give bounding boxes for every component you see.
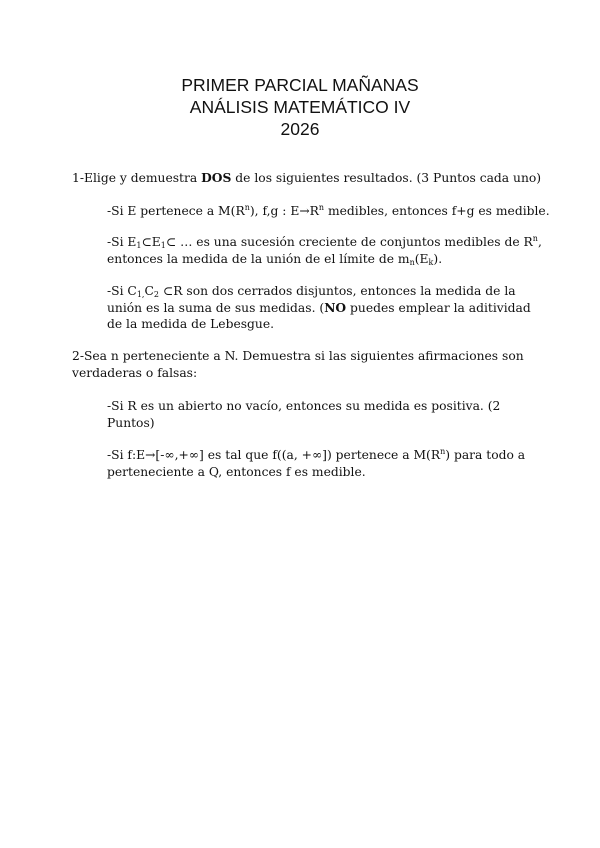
item-2-line-2: entonces la medida de la unión de el límite de $m_n(E_k)$. bbox=[107, 251, 443, 267]
item-5-line-1: -Si f:E→[-∞,+∞] es tal que f((a, +∞]) pertenece a $M(R^n)$ para todo a bbox=[107, 447, 526, 462]
emphasis-dos: DOS bbox=[201, 170, 232, 185]
item-5-line-2: perteneciente a Q, entonces f es medible. bbox=[107, 464, 366, 479]
question-1-statement: 1-Elige y demuestra DOS de los siguientes resultados. (3 Puntos cada uno) bbox=[72, 170, 542, 185]
item-3-line-2: unión es la suma de sus medidas. (NO puedes emplear la aditividad bbox=[107, 299, 531, 315]
item-2-line-1: -Si $E_1\subset E_1\subset$ … es una sucesión creciente de conjuntos medibles de $R^n$, bbox=[107, 234, 542, 250]
item-3-line-1: -Si $C_{1,}C_2$ ⊂R son dos cerrados disjuntos, entonces la medida de la bbox=[107, 284, 516, 299]
exam-title: PRIMER PARCIAL MAÑANAS bbox=[181, 75, 419, 95]
item-3-line-3: de la medida de Lebesgue. bbox=[107, 317, 275, 331]
question-2-item-2 bbox=[107, 447, 552, 480]
question-1-item-2 bbox=[107, 234, 552, 267]
exam-header bbox=[0, 74, 600, 140]
course-name: ANÁLISIS MATEMÁTICO IV bbox=[189, 97, 411, 117]
question-2-statement: 2-Sea n perteneciente a N. Demuestra si las siguientes afirmaciones son verdaderas o falsas: bbox=[72, 349, 524, 380]
exam-year: 2026 bbox=[280, 119, 320, 139]
question-1-item-1: -Si E pertenece a $M(R^n)$, f,g : $E\to R^n$ medibles, entonces f+g es medible. bbox=[107, 203, 550, 218]
question-1-item-3 bbox=[107, 283, 552, 333]
emphasis-no: NO bbox=[324, 299, 347, 315]
question-2-item-1: -Si R es un abierto no vacío, entonces su medida es positiva. (2 Puntos) bbox=[107, 399, 501, 430]
